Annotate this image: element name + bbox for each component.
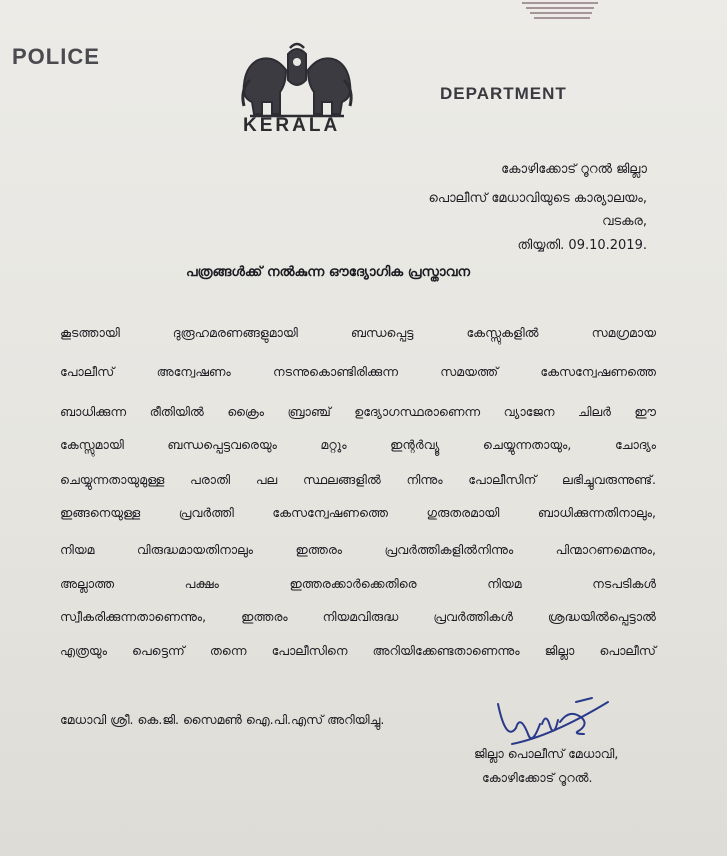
body-word: ബന്ധപ്പെട്ട [350,325,414,340]
address-line-2: പൊലീസ് മേധാവിയുടെ കാര്യാലയം, [428,191,647,206]
body-word: വ്യാജേന [503,404,555,419]
body-word: ഇങ്ങനെയുള്ള [60,505,141,520]
body-word: ചെയ്യുന്നതായും, [482,437,572,452]
address-line-3: വടകര, [602,214,647,229]
body-line [60,542,656,558]
body-word: പ്രവർത്തി [178,505,234,520]
body-word: പക്ഷം [184,576,219,591]
body-word: ഉദ്യോഗസ്ഥരാണെന്ന [354,404,481,419]
body-word: നടന്നുകൊണ്ടിരിക്കുന്ന [273,364,398,379]
body-word: പ്രവർത്തികളിൽനിന്നും [384,542,514,557]
body-word: പോലീസിന് [468,472,537,487]
body-word: പിന്മാറണമെന്നും, [555,542,656,557]
body-word: ശ്രദ്ധയിൽപ്പെട്ടാൽ [547,609,656,624]
body-word: ബാധിക്കുന്ന [60,404,127,419]
body-word: അന്വേഷണം [156,364,231,379]
body-word: നിന്നും [406,472,443,487]
body-word: പെട്ടെന്ന് [132,643,185,658]
body-word: പൊലീസ് [599,643,656,658]
body-word: സ്വീകരിക്കുന്നതാണെന്നും, [60,609,207,624]
body-word: ബാധിക്കുന്നതിനാലും, [537,505,656,520]
body-word: ഇത്തരക്കാർക്കെതിരെ [289,576,417,591]
body-word: ദുരൂഹമരണങ്ങളുമായി [172,325,298,340]
body-word: ക്രൈം [227,404,264,419]
body-word: സമഗ്രമായ [591,325,656,340]
anniversary-logo-icon [520,0,600,24]
letter-date: തിയ്യതി. 09.10.2019. [517,238,647,253]
body-word: ഈ [634,404,656,419]
body-line [60,505,656,521]
body-word: സമയത്ത് [440,364,499,379]
body-line [60,325,656,341]
body-word: ചിലർ [577,404,611,419]
body-word: ജില്ലാ [544,643,575,658]
body-word: പോലീസ് [60,364,115,379]
body-line [60,437,656,453]
body-line [60,404,656,420]
body-word: ഇത്തരം [295,542,343,557]
kerala-state-emblem-icon [230,40,365,120]
body-word: പല [255,472,278,487]
signatory-office: കോഴിക്കോട് റൂറൽ. [482,770,593,785]
body-word: ഇത്തരം [241,609,288,624]
body-word: നിയമ [60,542,95,557]
body-line [60,576,656,592]
body-line [60,472,656,488]
body-word: കേസന്വേഷണത്തെ [540,364,656,379]
body-word: മറ്റും [320,437,347,452]
body-word: പരാതി [190,472,231,487]
body-line [60,609,656,625]
body-word: നടപടികൾ [592,576,656,591]
body-word: ബ്രാഞ്ച് [287,404,331,419]
body-word: നിയമ [487,576,522,591]
body-word: സ്ഥലങ്ങളിൽ [302,472,381,487]
handwritten-signature-icon [492,694,612,749]
body-word: ചെയ്യുന്നതായുമുള്ള [60,472,165,487]
body-word: ബന്ധപ്പെട്ടവരെയും [167,437,277,452]
body-word: ചോദ്യം [614,437,656,452]
body-word: എത്രയും [60,643,107,658]
body-word: കേസ്സുകളിൽ [466,325,539,340]
letterhead-state: KERALA [243,115,341,136]
body-word: ഇന്റർവ്യൂ [390,437,440,452]
body-word: പ്രവർത്തികൾ [433,609,513,624]
letter-subject: പത്രങ്ങൾക്ക് നൽകുന്ന ഔദ്യോഗിക പ്രസ്താവന [186,264,470,280]
body-word: കേസന്വേഷണത്തെ [272,505,388,520]
body-last-line: മേധാവി ശ്രീ. കെ.ജി. സൈമൺ ഐ.പി.എസ് അറിയിച്ചു. [60,712,385,727]
letterhead-police: POLICE [12,44,100,69]
letterhead-department: DEPARTMENT [440,84,567,103]
body-word: കേസ്സുമായി [60,437,124,452]
address-line-1: കോഴിക്കോട് റൂറൽ ജില്ലാ [501,162,647,177]
body-word: രീതിയിൽ [149,404,204,419]
body-word: തന്നെ [209,643,247,658]
body-word: പോലീസിനെ [271,643,348,658]
body-line [60,364,656,380]
body-word: അല്ലാത്ത [60,576,115,591]
body-word: ഗുരുതരമായി [426,505,500,520]
signatory-designation: ജില്ലാ പൊലീസ് മേധാവി, [474,746,619,761]
body-word: അറിയിക്കേണ്ടതാണെന്നും [372,643,520,658]
body-line [60,643,656,659]
body-word: വിരുദ്ധമായതിനാലും [136,542,254,557]
body-word: കൂടത്തായി [60,325,120,340]
body-word: നിയമവിരുദ്ധ [322,609,399,624]
body-word: ലഭിച്ചുവരുന്നുണ്ട്. [562,472,656,487]
